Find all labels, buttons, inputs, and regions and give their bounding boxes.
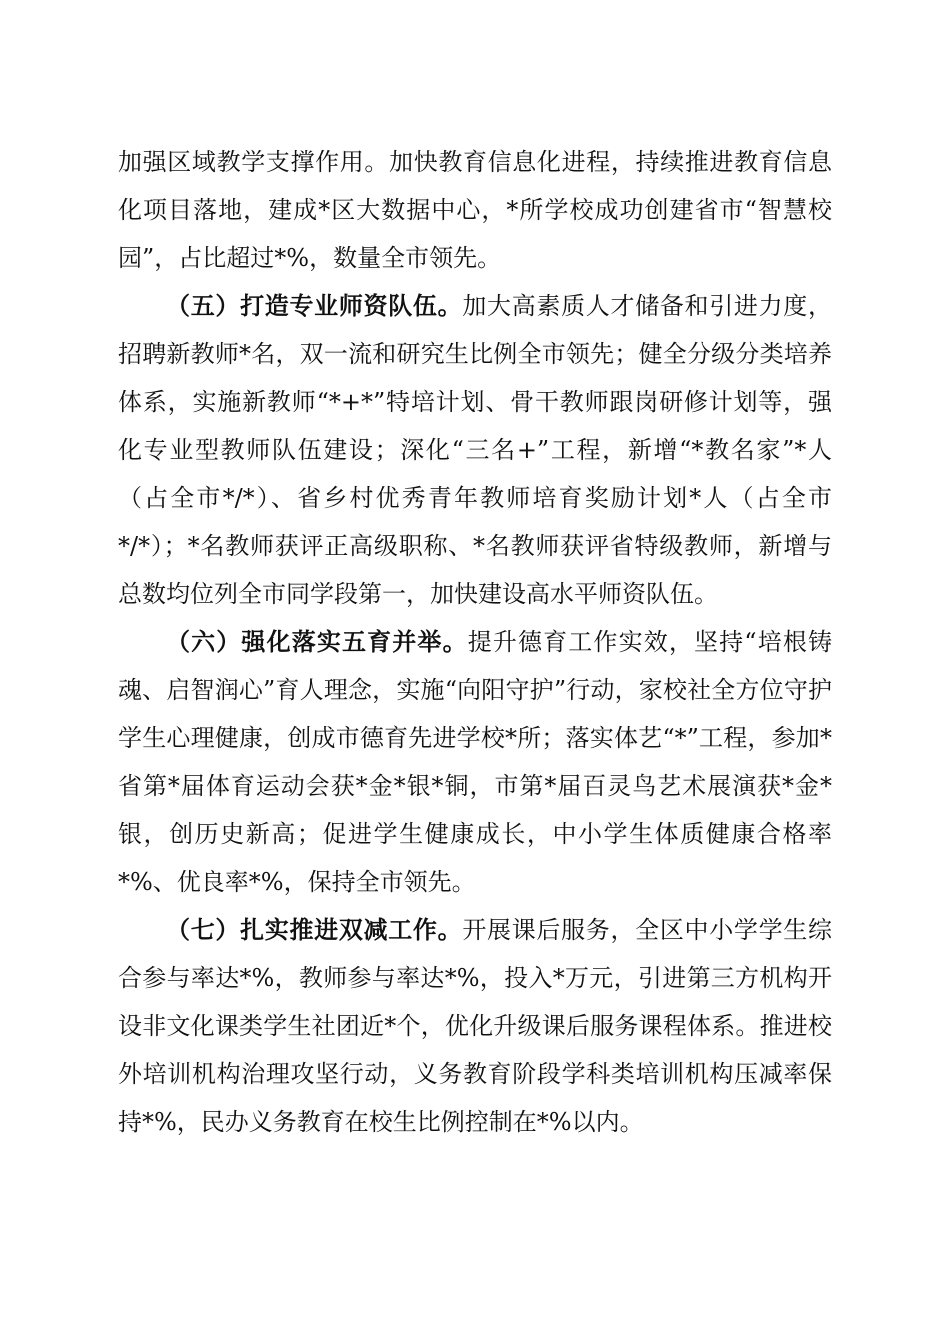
paragraph-section-7 [118,906,832,1146]
paragraph-continued [118,138,832,282]
section-heading: （五）打造专业师资队伍。 [166,292,463,320]
section-heading: （六）强化落实五育并举。 [166,628,468,656]
paragraph-body: 提升德育工作实效，坚持“培根铸魂、启智润心”育人理念，实施“向阳守护”行动，家校社全方位守护学生心理健康，创成市德育先进学校*所；落实体艺“*”工程，参加*省第*届体育运动会获*金*银*铜，市第*届百灵鸟艺术展演获*金*银，创历史新高；促进学生健康成长，中小学生体质健康合格率*%、优良率*%，保持全市领先。 [118,628,832,896]
paragraph-body: 开展课后服务，全区中小学学生综合参与率达*%，教师参与率达*%，投入*万元，引进第三方机构开设非文化课类学生社团近*个，优化升级课后服务课程体系。推进校外培训机构治理攻坚行动，义务教育阶段学科类培训机构压减率保持*%，民办义务教育在校生比例控制在*%以内。 [118,916,833,1136]
paragraph-section-6 [118,618,832,906]
document-page [118,138,832,1146]
paragraph-body: 加大高素质人才储备和引进力度，招聘新教师*名，双一流和研究生比例全市领先；健全分级分类培养体系，实施新教师“*+*”特培计划、骨干教师跟岗研修计划等，强化专业型教师队伍建设；深化“三名+”工程，新增“*教名家”*人（占全市*/*）、省乡村优秀青年教师培育奖励计划*人（占全市*/*）；*名教师获评正高级职称、*名教师获评省特级教师，新增与总数均位列全市同学段第一，加快建设高水平师资队伍。 [118,292,833,608]
paragraph-body: 加强区域教学支撑作用。加快教育信息化进程，持续推进教育信息化项目落地，建成*区大数据中心，*所学校成功创建省市“智慧校园”，占比超过*%，数量全市领先。 [118,148,832,272]
section-heading: （七）扎实推进双减工作。 [166,916,463,944]
paragraph-section-5 [118,282,832,618]
